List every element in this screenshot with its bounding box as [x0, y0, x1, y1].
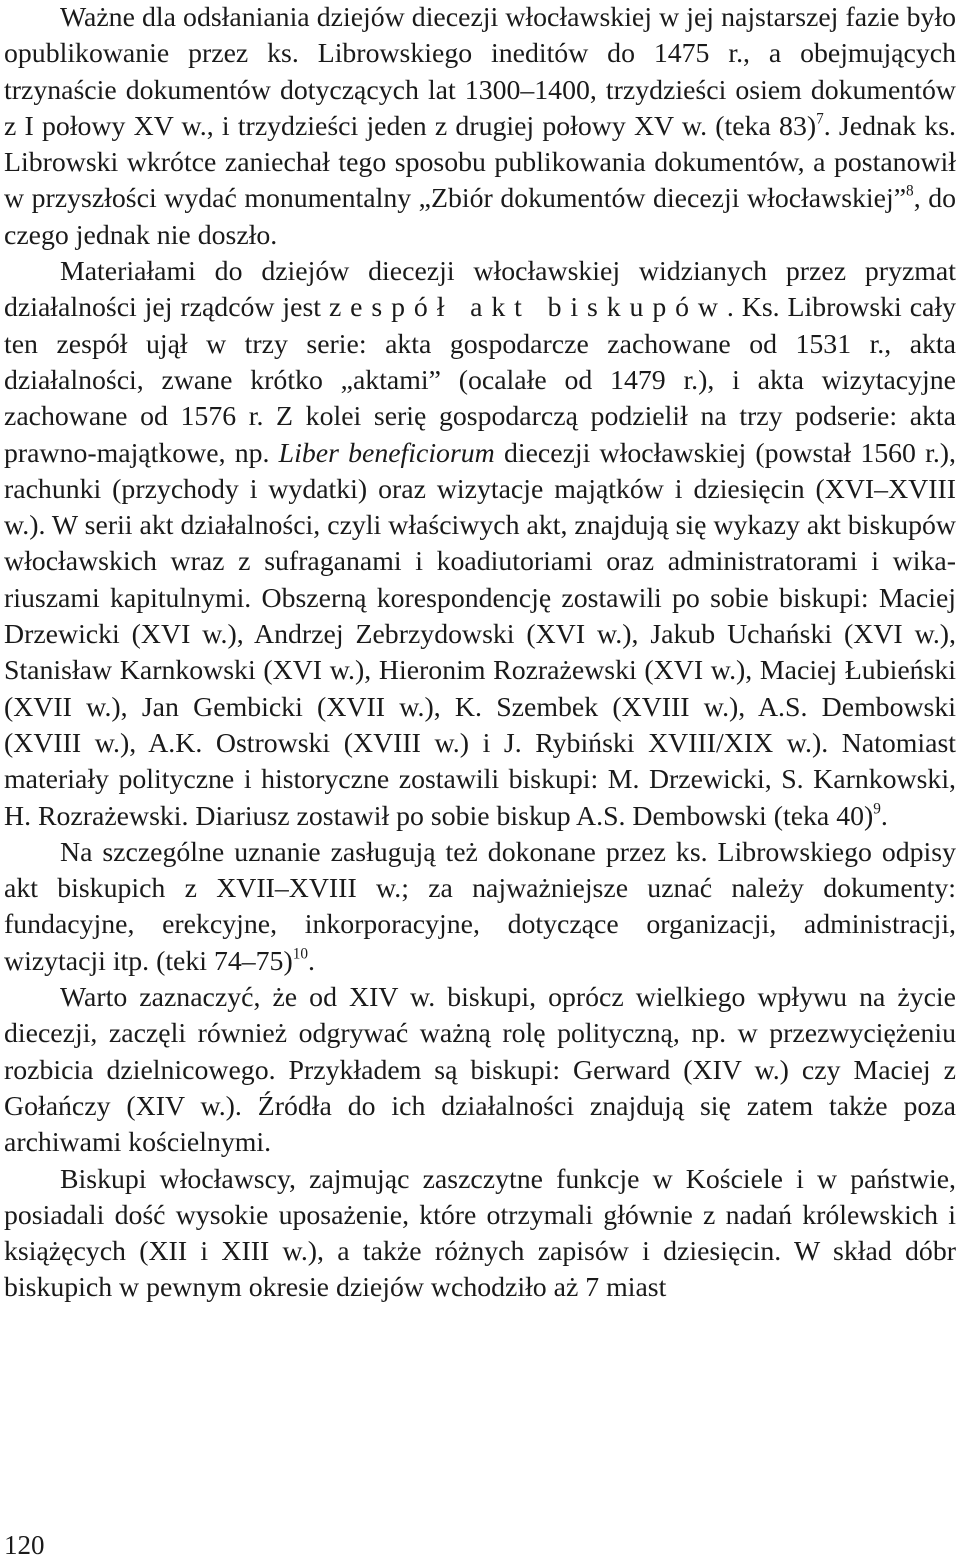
text-run: . Ks. Librowski cały ten zespół ujął w trzy serie: akta gospodarcze zachowane od 1531 r., akta działalności, zwane krótko „aktami” (ocalałe od 1479 r.), i akta wizytacyjne zachowane od 1576 r. Z kolei serię gospodarczą podzielił na trzy podserie: akta prawno-majątkowe, np.: [4, 292, 956, 469]
text-run: , do czego jednak nie doszło.: [4, 183, 956, 251]
text-run: .: [880, 800, 888, 832]
paragraph: [4, 0, 956, 254]
text-body: [4, 0, 956, 1307]
text-run: . Jednak ks. Librowski wkrótce zaniechał tego sposobu publikowania dokumentów, a postanowił w przyszłości wydać monumentalny „Zbiór dokumentów diecezji włocławskiej”: [4, 110, 957, 215]
text-run: Warto zaznaczyć, że od XIV w. biskupi, oprócz wielkiego wpływu na życie diecezji, zaczęli również odgrywać ważną rolę polityczną, np. w przezwyciężeniu rozbicia dzielnicowego. Przykładem są biskupi: Gerward (XIV w.) czy Maciej z Gołańczy (XIV w.). Źródła do ich działalności znajdują się zatem także poza archiwami kościelnymi.: [4, 982, 956, 1159]
footnote-ref: 7: [816, 110, 824, 128]
footnote-ref: 10: [292, 945, 308, 963]
document-page: [4, 0, 956, 1307]
paragraph: [4, 835, 956, 980]
text-run: Na szczególne uznanie zasługują też dokonane przez ks. Librowskiego odpisy akt biskupich z XVII–XVIII w.; za najważniejsze uznać należy dokumenty: fundacyjne, erekcyjne, inkorporacyjne, dotyczące organizacji, administracji, wizytacji itp. (teki 74–75): [4, 836, 956, 977]
italic-title: Liber beneficiorum: [278, 437, 495, 469]
text-run: diecezji włocławskiej (powstał 1560 r.), rachunki (przychody i wydatki) oraz wizytacje majątków i dziesięcin (XVI–XVIII w.). W serii akt działalności, czyli właściwych akt, znajdują się wykazy akt biskupów włocławskich wraz z sufraganami i koadiutoriami oraz administratorami i wikariuszami kapitulnymi. Obszerną korespondencję zostawili po sobie biskupi: Maciej Drzewicki (XVI w.), Andrzej Zebrzydowski (XVI w.), Jakub Uchański (XVI w.), Stanisław Karnkowski (XVI w.), Hieronim Rozrażewski (XVI w.), Maciej Łubieński (XVII w.), Jan Gembicki (XVII w.), K. Szembek (XVIII w.), A.S. Dembowski (XVIII w.), A.K. Ostrowski (XVIII w.) i J. Rybiński XVIII/XIX w.). Natomiast materiały polityczne i historyczne zostawili biskupi: M. Drzewicki, S. Karnkowski, H. Rozrażewski. Diariusz zostawił po sobie biskup A.S. Dembowski (teka 40): [4, 437, 956, 832]
footnote-ref: 9: [873, 800, 881, 818]
spaced-emphasis: zespół akt biskupów: [328, 292, 727, 324]
footnote-ref: 8: [906, 183, 914, 201]
text-run: .: [308, 945, 315, 977]
paragraph: [4, 254, 956, 835]
text-run: Ważne dla odsłaniania dziejów diecezji włocławskiej w jej najstarszej fazie było opublikowanie przez ks. Librowskiego ineditów do 1475 r., a obejmujących trzynaście dokumentów dotyczących lat 1300–1400, trzydzieści osiem dokumentów z I połowy XV w., i trzydzieści jeden z drugiej połowy XV w. (teka 83): [4, 2, 956, 142]
text-run: Biskupi włocławscy, zajmując zaszczytne funkcje w Kościele i w państwie, posiadali dość wysokie uposażenie, które otrzymali głównie z nadań królewskich i książęcych (XII i XIII w.), a także różnych zapisów i dziesięcin. W skład dóbr biskupich w pewnym okresie dziejów wchodziło aż 7 miast: [4, 1163, 956, 1304]
text-run: Materiałami do dziejów diecezji włocławskiej widzianych przez pryzmat działalności jej rządców jest: [4, 256, 956, 324]
paragraph: [4, 1162, 956, 1307]
paragraph: [4, 980, 956, 1161]
page-number: 120: [4, 1530, 45, 1560]
